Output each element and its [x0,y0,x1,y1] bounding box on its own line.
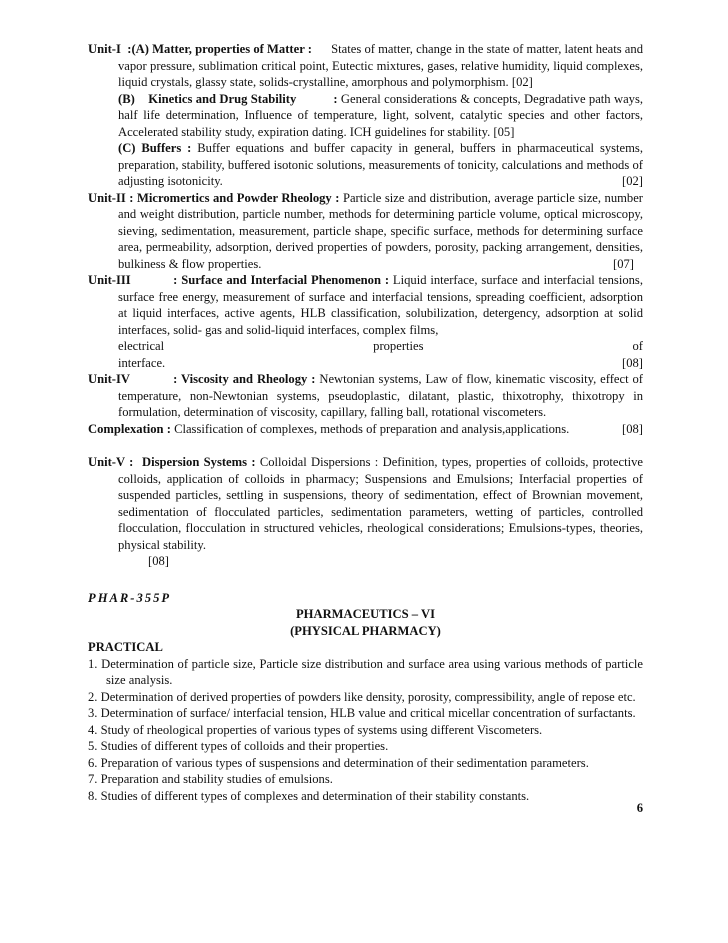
unit-3-hours: [08] [622,355,643,370]
unit-3-last-line [88,355,643,372]
item-number: 5. [88,739,98,753]
unit-2-title: Micromertics and Powder Rheology : [137,190,340,205]
list-item [88,689,643,706]
unit-4-label: Unit-IV [88,372,130,386]
unit-4-text: Newtonian systems, Law of flow, kinematic viscosity, effect of temperature, non-Newtonian systems, pseudoplastic, dilatant, plastic, thixotrophy, thixotropy in formulation, determination of viscosity, capillary, falling ball, rotational viscometers. [118,372,643,419]
unit-5-title: Dispersion Systems : [141,455,256,469]
list-item [88,788,643,805]
unit-1c-section [88,140,643,190]
unit-2-section: Unit-II : Micromertics and Powder Rheology : Particle size and distribution, average particle size, number and weight distribution, particle number, methods for determining particle volume, optical microscopy, sieving, sedimentation, measurement, particle shape, specific surface, methods for determining surface area, permeability, adsorption, derived properties of powders, porosity, packing arrangement, densities, bulkiness & flow properties. [07] [88,190,644,271]
unit-1-label: Unit-I [88,42,121,56]
item-number: 6. [88,755,98,770]
list-item [88,755,643,772]
unit-1a-text: States of matter, change in the state of matter, latent heats and vapor pressure, sublimation critical point, Eutectic mixtures, gases, relative humidity, liquid complexes, liquid crystals, glassy state, solids-crystalline, amorphous and polymorphism. [118,42,643,89]
unit-1-section [88,41,643,91]
unit-1b-title: Kinetics and Drug Stability [148,91,297,106]
unit-3-word-electrical: electrical [118,339,165,353]
item-text: Preparation of various types of suspensions and determination of their sedimentation parameters. [100,755,589,770]
list-item [88,722,643,739]
complexation-text: Classification of complexes, methods of preparation and analysis,applications. [174,421,570,436]
unit-3-word-interface: interface. [118,355,166,370]
unit-3-title: : Surface and Interfacial Phenomenon : [173,273,390,287]
unit-5-text: Colloidal Dispersions : Definition, types, properties of colloids, protective colloids, application of colloids in pharmacy; Suspensions and Emulsions; Interfacial properties of suspended particles, settling in suspensions, theory of sedimentation, effect of Brownian movement, sedimentation of flocculated particles, sedimentation parameters, wetting of particles, controlled flocculation, flocculation in structured vehicles, rheological considerations; Emulsions-types, theories, physical stability. [118,455,643,552]
item-text: Determination of particle size, Particle size distribution and surface area using various methods of particle size analysis. [101,656,643,687]
course-code: PHAR-355P [88,590,172,605]
complexation-hours: [08] [622,421,643,436]
course-title: PHARMACEUTICS – VI [295,607,435,621]
document-page [88,41,643,804]
course-subtitle: (PHYSICAL PHARMACY) [290,623,441,638]
unit-2-label: Unit-II : [88,190,134,205]
list-item [88,771,643,788]
unit-3-section [88,272,643,338]
item-text: Study of rheological properties of various types of systems using different Viscometers. [100,722,543,737]
unit-2-text: Particle size and distribution, average particle size, number and weight distribution, particle number, methods for determining particle volume, optical microscopy, sieving, sedimentation, measurement, particle shape, specific surface, methods for determining surface area, permeability, adsorption, derived properties of powders, porosity, packing arrangement, densities, bulkiness & flow properties. [118,190,644,271]
complexation-section [88,421,643,438]
unit-1b-section [88,91,643,141]
item-number: 4. [88,722,98,737]
spacer [88,437,643,454]
page-number: 6 [636,801,643,815]
unit-3-text: Liquid interface, surface and interfacial tensions, surface free energy, measurement of surface and interfacial tensions, spreading coefficient, adsorption at liquid interfaces, active agents, HLB classification, solubilization, detergency, adsorption at solid interfaces, solid- gas and solid-liquid interfaces, complex films, [118,273,643,337]
list-item [88,705,643,722]
unit-1c-hours: [02] [622,174,643,188]
unit-1a-title: :(A) Matter, properties of Matter : [127,42,312,56]
unit-5-hours: [08] [148,554,169,568]
unit-3-word-of: of [632,339,643,353]
item-number: 7. [88,772,98,786]
unit-5-label: Unit-V : [88,455,134,469]
item-number: 1. [88,656,98,671]
unit-4-title: : Viscosity and Rheology : [173,372,316,386]
list-item [88,656,643,689]
item-text: Determination of derived properties of powders like density, porosity, compressibility, angle of repose etc. [100,689,636,704]
unit-1a-hours: [02] [511,75,533,89]
unit-1c-text: Buffer equations and buffer capacity in general, buffers in pharmaceutical systems, preparation, stability, buffered isotonic solutions, measurements of tonicity, calculations and methods of adjusting isotonicity. [118,141,643,188]
unit-1b-hours: [05] [493,124,515,139]
unit-1b-colon: : [333,91,338,106]
unit-3-line-end [88,338,643,355]
item-number: 8. [88,788,98,803]
item-number: 3. [88,706,98,720]
unit-3-label: Unit-III [88,273,131,287]
item-text: Determination of surface/ interfacial tension, HLB value and critical micellar concentration of surfactants. [100,706,636,720]
item-number: 2. [88,689,98,704]
spacer [88,570,643,590]
unit-1c-title: (C) Buffers : [118,141,192,155]
unit-5-hours-line [88,553,643,570]
item-text: Studies of different types of complexes and determination of their stability constants. [100,788,530,803]
unit-1b-text: General considerations & concepts, Degradative path ways, half life determination, Influence of temperature, light, solvent, catalytic species and other factors, Accelerated stability study, expiration dating. ICH guidelines for stability. [118,91,644,139]
practical-heading: PRACTICAL [88,640,163,654]
list-item [88,738,643,755]
unit-4-section [88,371,643,421]
unit-3-word-properties: properties [373,339,424,353]
item-text: Studies of different types of colloids and their properties. [100,739,389,753]
item-text: Preparation and stability studies of emulsions. [100,772,333,786]
unit-1b-label: (B) [118,91,135,106]
unit-5-section [88,454,643,553]
complexation-title: Complexation : [88,421,171,436]
practical-list [88,656,643,805]
